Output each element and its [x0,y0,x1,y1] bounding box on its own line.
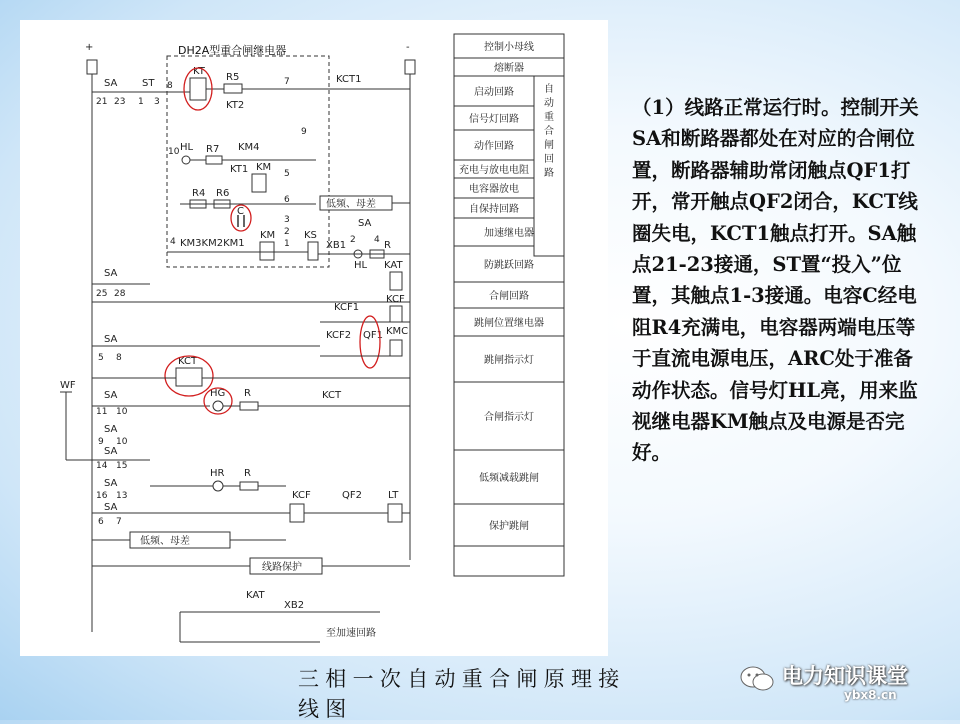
qf1-label: QF1 [363,330,383,341]
kt2-label: KT2 [226,100,245,111]
kct1-label: KCT1 [336,74,362,85]
to-accel-label: 至加速回路 [326,628,376,639]
sa9-label: SA [104,424,118,435]
relay-title: DH2A型重合闸继电器 [178,44,287,57]
function-table-row-label: 跳闸指示灯 [484,355,534,366]
lt-label: LT [388,490,399,501]
sa-n2: 2 [350,235,356,245]
function-table-row-label: 信号灯回路 [469,114,519,125]
low-freq-label-2: 低频、母差 [140,536,190,547]
relay-n10: 10 [168,147,180,157]
line-prot-label: 线路保护 [262,562,302,573]
group-label-char: 自 [544,84,554,95]
kmc-label: KMC [386,326,409,337]
function-table-row-label: 跳闸位置继电器 [474,318,544,329]
wf-label: WF [60,380,76,391]
r5-label: R5 [226,72,240,83]
group-label-char: 回 [544,154,554,165]
kcf1-label: KCF1 [334,302,360,313]
sa-n6: 6 [98,517,104,527]
r4-label: R4 [192,188,206,199]
sa6-label: SA [104,502,118,513]
circuit-diagram [20,20,608,656]
kmc-coil [390,340,402,356]
relay-n6: 6 [284,195,290,205]
sa-n10: 10 [116,407,128,417]
group-label-char: 重 [544,112,554,123]
circuit-diagram-panel [20,20,608,656]
relay-n3: 3 [284,215,290,225]
hg-lamp [213,401,223,411]
r5-resistor [224,84,242,93]
kcf-coil-2 [290,504,304,522]
sa-n7: 7 [116,517,122,527]
lt-coil [388,504,402,522]
hl2-label: HL [354,260,368,271]
function-table-row-label: 防跳跃回路 [484,260,534,271]
km-coil-2 [260,242,274,260]
function-table-row-label: 控制小母线 [484,42,534,53]
st-n1: 1 [138,97,144,107]
hg-label: HG [210,388,226,399]
sa-n16: 16 [96,491,108,501]
r-resistor-hg [240,402,258,410]
sa-n15: 15 [116,461,128,471]
function-table-row-label: 保护跳闸 [489,521,529,532]
function-table-row-label: 动作回路 [474,141,514,152]
kct-label-2: KCT [322,390,342,401]
relay-n4: 4 [170,237,176,247]
watermark-name: 电力知识课堂 [782,664,908,688]
r-label-hr: R [244,468,251,479]
group-label-char: 合 [544,126,554,137]
km-coil-1 [252,174,266,192]
minus-label: - [406,42,410,53]
hl-lamp [182,156,190,164]
sa25-label: SA [104,268,118,279]
function-table-row-label: 自保持回路 [469,204,519,215]
function-table-row-label: 低频减载跳闸 [479,473,539,484]
sa-n25: 25 [96,289,108,299]
km3km2km1-label: KM3KM2KM1 [180,238,245,249]
sa-n4: 4 [374,235,380,245]
function-table-row-label: 充电与放电电阻 [459,165,529,176]
kt-coil [190,78,206,100]
r6-label: R6 [216,188,230,199]
sa14-label: SA [104,446,118,457]
relay-n5: 5 [284,169,290,179]
sa1-label: SA [104,78,118,89]
ks-coil [308,242,318,260]
sa16-label: SA [104,478,118,489]
plus-label: + [85,42,94,53]
kcf2-label: KCF2 [326,330,352,341]
sa-n13: 13 [116,491,128,501]
function-table-row-label: 电容器放电 [469,184,519,195]
sa-n5: 5 [98,353,104,363]
group-label-char: 路 [544,168,554,179]
fuse-positive [87,60,97,74]
kcf-coil-1 [390,306,402,322]
watermark [738,660,938,708]
fuse-negative [405,60,415,74]
sa-n8: 8 [116,353,122,363]
xb2-label: XB2 [284,600,305,611]
km-label-2: KM [260,230,276,241]
capacitor-label: C [237,206,244,217]
low-freq-label-1: 低频、母差 [326,199,376,210]
kat-label: KAT [384,260,403,271]
description-text: （1）线路正常运行时。控制开关SA和断路器都处在对应的合闸位置，断路器辅助常闭触点QF1打开，常开触点QF2闭合，KCT线圈失电，KCT1触点打开。SA触点21-23接通，ST置“投入”位置，其触点1-3接通。电容C经电阻R4充满电，电容器两端电压等于直流电源电压，ARC处于准备动作状态。信号灯HL亮，用来监视继电器KM触点及电源是否完好。 [632,96,919,465]
r-label-1: R [384,240,391,251]
sa5-label: SA [104,334,118,345]
kat-label-2: KAT [246,590,265,601]
kcf-label-2: KCF [292,490,311,501]
sa-n14: 14 [96,461,108,471]
function-table-row-label: 合闸回路 [489,291,529,302]
hl-label: HL [180,142,194,153]
wechat-icon [738,664,778,694]
relay-n1: 1 [284,239,290,249]
km4-label: KM4 [238,142,260,153]
sa-n11: 11 [96,407,108,417]
kct-label-1: KCT [178,356,198,367]
relay-n2: 2 [284,227,290,237]
kt1-label: KT1 [230,164,249,175]
qf1-highlight-circle [360,316,380,368]
relay-n7: 7 [284,77,290,87]
km-label-1: KM [256,162,272,173]
function-table-row-label: 熔断器 [494,63,524,74]
qf2-label: QF2 [342,490,362,501]
function-table-row-label: 加速继电器 [484,228,534,239]
st-label: ST [142,78,155,89]
function-table-row-label: 合闸指示灯 [484,412,534,423]
function-table-row-label: 启动回路 [474,87,514,98]
r7-label: R7 [206,144,220,155]
watermark-site: ybx8.cn [844,688,897,702]
r-resistor-hr [240,482,258,490]
sa-2-4-label: SA [358,218,372,229]
sa-n9: 9 [98,437,104,447]
r7-resistor [206,156,222,164]
sa-n28: 28 [114,289,126,299]
sa1-n23: 23 [114,97,126,107]
r-label-hg: R [244,388,251,399]
hr-label: HR [210,468,225,479]
kct-coil [176,368,202,386]
relay-n9: 9 [301,127,307,137]
diagram-caption: 三相一次自动重合闸原理接线图 [298,667,626,721]
sa1-n21: 21 [96,97,108,107]
relay-n8: 8 [167,81,173,91]
sa-n10c: 10 [116,437,128,447]
kt-label: KT [193,66,205,77]
st-n3: 3 [154,97,160,107]
kat-coil [390,272,402,290]
hr-lamp [213,481,223,491]
function-table [454,34,564,576]
kcf-label-1: KCF [386,294,405,305]
group-label-char: 动 [544,98,554,109]
group-label-char: 闸 [544,140,554,151]
ks-label: KS [304,230,317,241]
xb1-label: XB1 [326,240,347,251]
sa11-label: SA [104,390,118,401]
